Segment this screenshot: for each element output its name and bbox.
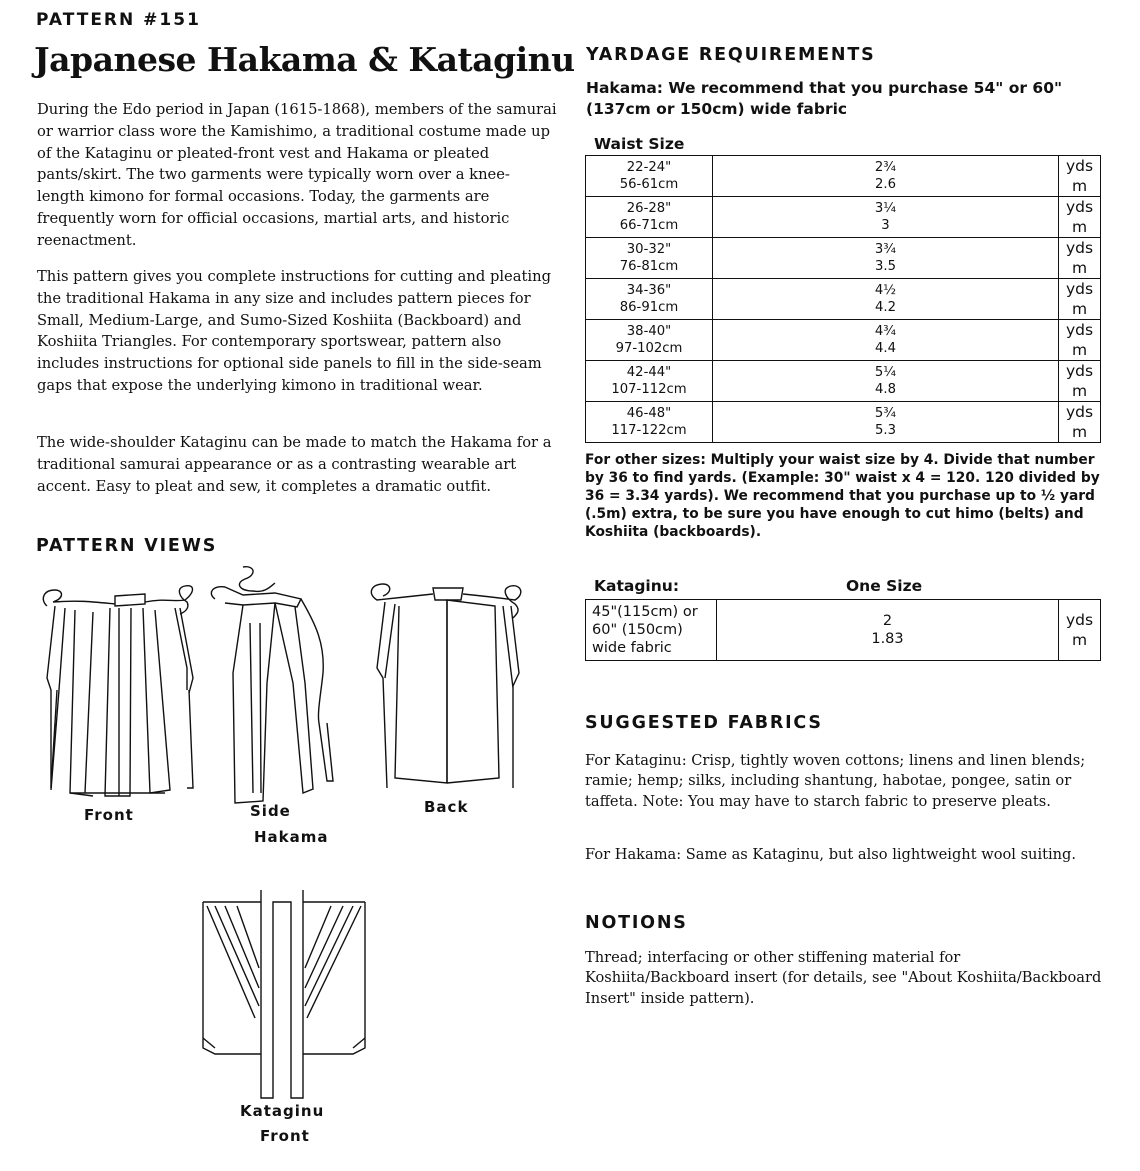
- table-row: [586, 197, 1101, 238]
- front-label: Front: [84, 806, 134, 824]
- waist-cell: 42-44" 107-112cm: [586, 361, 713, 402]
- kataginu-table-label: Kataginu:: [594, 577, 680, 595]
- kataginu-label: Kataginu: [240, 1102, 325, 1120]
- unit-cell: yds m: [1059, 320, 1101, 361]
- fabrics-kataginu-text: For Kataginu: Crisp, tightly woven cottons; linens and linen blends; ramie; hemp; silks, including shantung, habotae, pongee, satin or taffeta. Note: You may have to starch fabric to preserve pleats.: [585, 752, 1086, 810]
- hakama-label: Hakama: [254, 828, 329, 846]
- unit-cell: yds m: [1059, 279, 1101, 320]
- waist-cell: 34-36" 86-91cm: [586, 279, 713, 320]
- hakama-side-drawing: [205, 563, 340, 803]
- notions-heading: NOTIONS: [585, 913, 688, 933]
- table-row: [586, 361, 1101, 402]
- amount-cell: 5¾ 5.3: [713, 402, 1059, 443]
- unit-cell: yds m: [1059, 402, 1101, 443]
- page-title: Japanese Hakama & Kataginu: [34, 40, 575, 79]
- pattern-number: PATTERN #151: [36, 10, 201, 30]
- intro-paragraph-1: During the Edo period in Japan (1615-1868), members of the samurai or warrior class wore the Kamishimo, a traditional costume made up of the Kataginu or pleated-front vest and Hakama or pleated pants/skirt. The two garments were typically worn over a knee-length kimono for formal occasions. Today, the garments are frequently worn for official occasions, martial arts, and historic reenactment.: [37, 101, 557, 249]
- table-row: [586, 156, 1101, 197]
- unit-cell: yds m: [1059, 156, 1101, 197]
- pattern-views-heading: PATTERN VIEWS: [36, 536, 218, 556]
- fabrics-hakama-text: For Hakama: Same as Kataginu, but also lightweight wool suiting.: [585, 846, 1077, 863]
- back-label: Back: [424, 798, 469, 816]
- hakama-front-drawing: [35, 578, 205, 803]
- waist-cell: 30-32" 76-81cm: [586, 238, 713, 279]
- amount-cell: 3¼ 3: [713, 197, 1059, 238]
- table-row: [586, 320, 1101, 361]
- one-size-label: One Size: [846, 577, 923, 595]
- suggested-fabrics-heading: SUGGESTED FABRICS: [585, 713, 823, 733]
- hakama-back-drawing: [365, 578, 530, 798]
- unit-cell: yds m: [1059, 361, 1101, 402]
- side-label: Side: [250, 802, 291, 820]
- amount-cell: 5¼ 4.8: [713, 361, 1059, 402]
- table-row: [586, 238, 1101, 279]
- table-row: [586, 402, 1101, 443]
- table-row: [586, 279, 1101, 320]
- unit-cell: yds m: [1059, 600, 1101, 661]
- kataginu-table: [585, 599, 1101, 661]
- amount-cell: 4½ 4.2: [713, 279, 1059, 320]
- unit-cell: yds m: [1059, 238, 1101, 279]
- waist-size-table: [585, 155, 1101, 443]
- kataginu-front-label: Front: [260, 1127, 310, 1145]
- waist-cell: 22-24" 56-61cm: [586, 156, 713, 197]
- waist-size-label: Waist Size: [594, 135, 685, 153]
- other-sizes-note: For other sizes: Multiply your waist size by 4. Divide that number by 36 to find yards. (Example: 30" waist x 4 = 120. 120 divided by 36 = 3.34 yards). We recommend that you purchase up to ½ yard (.5m) extra, to be sure you have enough to cut himo (belts) and Koshiita (backboards).: [585, 452, 1100, 540]
- amount-cell: 4¾ 4.4: [713, 320, 1059, 361]
- amount-cell: 2¾ 2.6: [713, 156, 1059, 197]
- amount-cell: 2 1.83: [717, 600, 1059, 661]
- waist-cell: 38-40" 97-102cm: [586, 320, 713, 361]
- waist-cell: 46-48" 117-122cm: [586, 402, 713, 443]
- intro-paragraph-3: The wide-shoulder Kataginu can be made to match the Hakama for a traditional samurai appearance or as a contrasting wearable art accent. Easy to pleat and sew, it completes a dramatic outfit.: [37, 434, 552, 495]
- table-row: [586, 600, 1101, 661]
- intro-paragraph-2: This pattern gives you complete instructions for cutting and pleating the traditional Hakama in any size and includes pattern pieces for Small, Medium-Large, and Sumo-Sized Koshiita (Backboard) and Koshiita Triangles. For contemporary sportswear, pattern also includes instructions for optional side panels to fill in the side-seam gaps that expose the underlying kimono in traditional wear.: [37, 268, 551, 394]
- fabric-width-cell: 45"(115cm) or 60" (150cm) wide fabric: [586, 600, 717, 661]
- hakama-recommendation: Hakama: We recommend that you purchase 54" or 60" (137cm or 150cm) wide fabric: [586, 79, 1063, 118]
- yardage-heading: YARDAGE REQUIREMENTS: [586, 45, 876, 65]
- waist-cell: 26-28" 66-71cm: [586, 197, 713, 238]
- notions-text: Thread; interfacing or other stiffening material for Koshiita/Backboard insert (for details, see "About Koshiita/Backboard Insert" inside pattern).: [585, 949, 1102, 1007]
- kataginu-front-drawing: [195, 888, 373, 1098]
- unit-cell: yds m: [1059, 197, 1101, 238]
- amount-cell: 3¾ 3.5: [713, 238, 1059, 279]
